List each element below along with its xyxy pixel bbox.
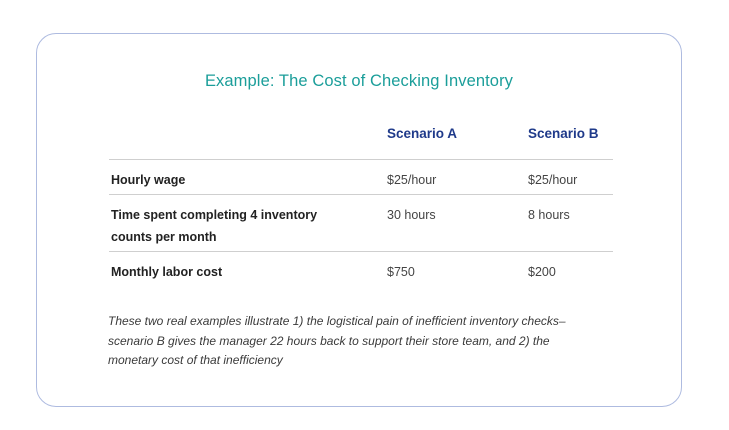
table-divider xyxy=(109,251,613,252)
cell-time-spent-b: 8 hours xyxy=(528,208,570,222)
table-divider xyxy=(109,194,613,195)
row-label-time-spent: Time spent completing 4 inventory counts per month xyxy=(111,208,318,244)
footnote: These two real examples illustrate 1) the logistical pain of inefficient inventory checks–scenario B gives the manager 22 hours back to support their store team, and 2) the monetary cost of that inefficiency xyxy=(108,314,566,367)
row-label-monthly-labor-cost: Monthly labor cost xyxy=(111,265,223,279)
cell-time-spent-a: 30 hours xyxy=(387,208,436,222)
cell-monthly-labor-cost-a: $750 xyxy=(387,265,415,279)
cell-hourly-wage-b: $25/hour xyxy=(528,173,578,187)
cell-hourly-wage-a: $25/hour xyxy=(387,173,437,187)
row-label-hourly-wage: Hourly wage xyxy=(111,173,186,187)
example-card xyxy=(36,33,682,407)
table-divider xyxy=(109,159,613,160)
column-header-scenario-b: Scenario B xyxy=(528,126,599,141)
cell-monthly-labor-cost-b: $200 xyxy=(528,265,556,279)
card-title: Example: The Cost of Checking Inventory xyxy=(204,72,514,90)
column-header-scenario-a: Scenario A xyxy=(387,126,458,141)
